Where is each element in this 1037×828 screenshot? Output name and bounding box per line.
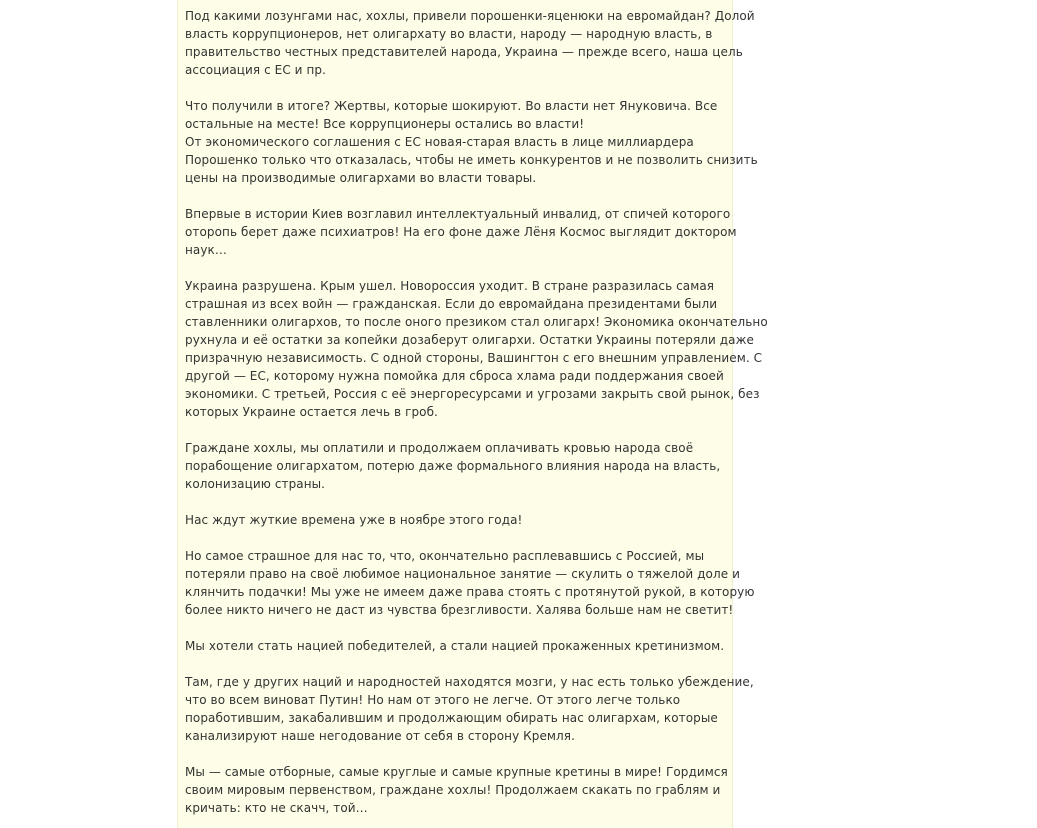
text-line: страшная из всех войн — гражданская. Если до евромайдана президентами были	[185, 297, 718, 311]
article-body	[185, 7, 768, 817]
text-line: Под какими лозунгами нас, хохлы, привели порошенки-яценюки на евромайдан? Долой	[185, 9, 755, 23]
paragraph-4	[185, 277, 768, 421]
text-line: которых Украине остается лечь в гроб.	[185, 405, 438, 419]
text-line: Впервые в истории Киев возглавил интеллектуальный инвалид, от спичей которого	[185, 207, 731, 221]
text-line: ставленники олигархов, то после оного презиком стал олигарх! Экономика окончательно	[185, 315, 768, 329]
text-line: цены на производимые олигархами во власти товары.	[185, 171, 537, 185]
text-line: более никто ничего не даст из чувства брезгливости. Халява больше нам не светит!	[185, 603, 734, 617]
text-line: Но самое страшное для нас то, что, окончательно расплевавшись с Россией, мы	[185, 549, 705, 563]
text-line: остальные на месте! Все коррупционеры остались во власти!	[185, 117, 585, 131]
text-line: экономики. С третьей, Россия с её энергоресурсами и угрозами закрыть свой рынок, без	[185, 387, 760, 401]
text-line: канализируют наше негодование от себя в сторону Кремля.	[185, 729, 576, 743]
text-line: правительство честных представителей народа, Украина — прежде всего, наша цель	[185, 45, 743, 59]
text-line: потеряли право на своё любимое национальное занятие — скулить о тяжелой доле и	[185, 567, 740, 581]
text-line: Украина разрушена. Крым ушел. Новороссия уходит. В стране разразилась самая	[185, 279, 715, 293]
paragraph-10	[185, 763, 733, 817]
paragraph-9	[185, 673, 754, 745]
paragraph-1	[185, 7, 755, 79]
text-line: Там, где у других наций и народностей находятся мозги, у нас есть только убеждение,	[185, 675, 754, 689]
text-line: оторопь берет даже психиатров! На его фоне даже Лёня Космос выглядит доктором	[185, 225, 737, 239]
text-line: клянчить подачки! Мы уже не имеем даже права стоять с протянутой рукой, в которую	[185, 585, 755, 599]
text-line: наук…	[185, 243, 227, 257]
content-column	[177, 0, 768, 828]
text-line: власть коррупционеров, нет олигархату во власти, народу — народную власть, в	[185, 27, 713, 41]
paragraph-7	[185, 547, 755, 619]
text-line: что во всем виноват Путин! Но нам от этого не легче. От этого легче только	[185, 693, 681, 707]
text-line: ассоциация с ЕС и пр.	[185, 63, 326, 77]
paragraph-2	[185, 97, 758, 187]
paragraph-5	[185, 439, 733, 493]
text-line: порабощение олигархатом, потерю даже формального влияния народа на власть,	[185, 459, 721, 473]
text-line: другой — ЕС, которому нужна помойка для сброса хлама ради поддержания своей	[185, 369, 724, 383]
text-line: рухнула и её остатки за копейки дозаберут олигархи. Остатки Украины потеряли даже	[185, 333, 754, 347]
text-line: Порошенко только что отказалась, чтобы не иметь конкурентов и не позволить снизить	[185, 153, 758, 167]
text-line: Граждане хохлы, мы оплатили и продолжаем оплачивать кровью народа своё	[185, 441, 694, 455]
paragraph-8	[185, 637, 733, 655]
text-line: Нас ждут жуткие времена уже в ноябре этого года!	[185, 513, 523, 527]
text-line: своим мировым первенством, граждане хохлы! Продолжаем скакать по граблям и	[185, 783, 721, 797]
text-line: От экономического соглашения с ЕС новая-старая власть в лице миллиардера	[185, 135, 694, 149]
text-line: Что получили в итоге? Жертвы, которые шокируют. Во власти нет Януковича. Все	[185, 99, 718, 113]
text-line: кричать: кто не скачч, той…	[185, 801, 368, 815]
paragraph-3	[185, 205, 737, 259]
text-line: Мы хотели стать нацией победителей, а стали нацией прокаженных кретинизмом.	[185, 639, 725, 653]
text-line: поработившим, закабалившим и продолжающим обирать нас олигархам, которые	[185, 711, 718, 725]
text-line: призрачную независимость. С одной стороны, Вашингтон с его внешним управлением. С	[185, 351, 763, 365]
text-line: Мы — самые отборные, самые круглые и самые крупные кретины в мире! Гордимся	[185, 765, 728, 779]
paragraph-6	[185, 511, 733, 529]
text-line: колонизацию страны.	[185, 477, 326, 491]
